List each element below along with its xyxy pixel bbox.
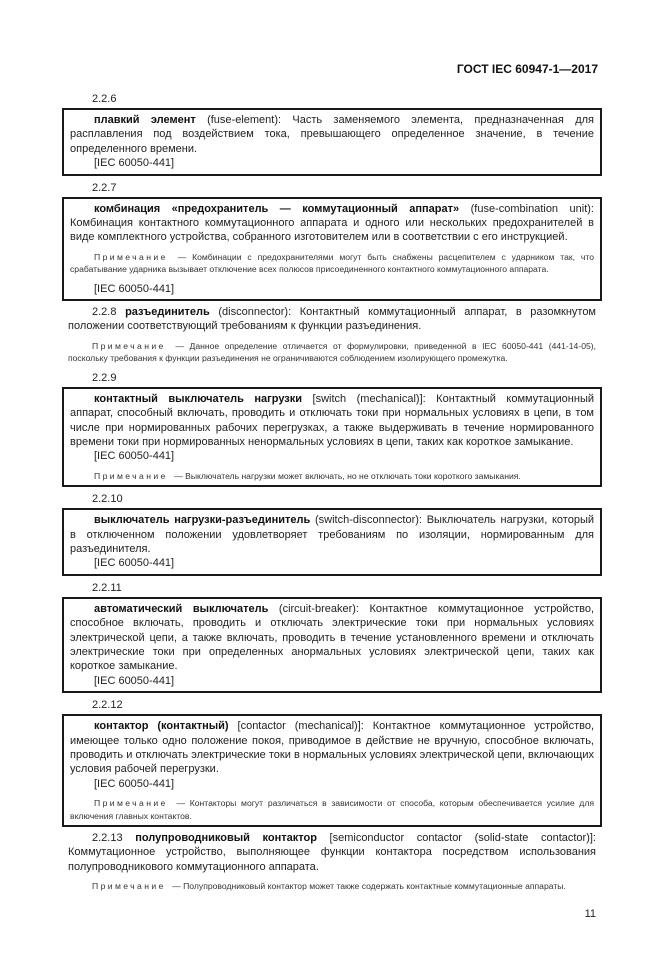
note-label: Примечание (94, 798, 168, 809)
note (70, 797, 594, 822)
definition-text (70, 202, 594, 245)
definition: [semiconductor contactor (solid-state contactor)]: Коммутационное устройство, выполняющее функции контактора посредством использования полупроводникового коммутационного аппарата. (68, 832, 596, 873)
source-ref: [IEC 60050-441] (94, 157, 175, 170)
term: выключатель нагрузки-разъединитель (94, 514, 311, 527)
source-ref: [IEC 60050-441] (94, 557, 175, 570)
definition-text (70, 602, 594, 674)
clause-number: 2.2.8 (92, 306, 117, 319)
definition-text (68, 305, 596, 334)
definition: (circuit-breaker): Контактное коммутационное устройство, способное включать, проводить и отключать электрические токи при нормальных условиях электрической цепи, а также включать, проводить в течение установленного времени и отключать электрические токи при определенных анормальных условиях электрической цепи, таких как короткое замыкание. (70, 602, 595, 673)
term: контактор (контактный) (94, 720, 229, 733)
definition: (switch-disconnector): Выключатель нагрузки, который в отключенном положении удовлетворяет требованиям по изоляции, нормированным для разъединителя. (70, 514, 595, 555)
clause-number: 2.2.9 (92, 371, 117, 384)
term: плавкий элемент (94, 114, 196, 126)
clause-number: 2.2.6 (92, 93, 117, 105)
clause-number: 2.2.10 (92, 493, 123, 506)
dash: — (169, 881, 184, 892)
clause-number: 2.2.11 (92, 581, 122, 594)
definition: (disconnector): Контактный коммутационный аппарат, в разомкнутом положении соответствующий требованиям к функции разъединения. (68, 306, 596, 333)
note-text: Данное определение отличается от формулировки, приведенной в IEC 60050-441 (441-14-05), поскольку требования к функции разъединения не ограничиваются соблюдением изолирующего промежутка. (68, 340, 597, 364)
note-label: Примечание (92, 340, 166, 351)
term: полупроводниковый контактор (135, 832, 317, 845)
clause-number: 2.2.13 (92, 832, 123, 845)
definition-box-2-2-6 (62, 108, 602, 176)
note-text: Полупроводниковый контактор может также содержать контактные коммутационные аппараты. (183, 881, 566, 892)
definition-text (70, 113, 594, 156)
clause-2-2-8 (62, 305, 602, 365)
definition-box-2-2-11 (62, 597, 602, 693)
document-header: ГОСТ IEC 60947-1—2017 (456, 62, 598, 76)
source-ref: [IEC 60050-441] (94, 282, 175, 295)
definition-box-2-2-9 (62, 387, 602, 487)
definition-text (70, 719, 594, 777)
term: контактный выключатель нагрузки (94, 392, 303, 405)
definition-box-2-2-12 (62, 714, 602, 827)
term: комбинация «предохранитель — коммутационный аппарат» (94, 202, 460, 215)
definition: [contactor (mechanical)]: Контактное коммутационное устройство, имеющее только одно положение покоя, приводимое в действие не вручную, способное включать, проводить и отключать электрические токи в нормальных условиях электрической цепи, включающих условия рабочей перегрузки. (70, 720, 595, 776)
note (68, 340, 596, 365)
definition-box-2-2-7 (62, 197, 602, 301)
note-text: Выключатель нагрузки может включать, но не отключать токи короткого замыкания. (185, 470, 521, 481)
source-ref: [IEC 60050-441] (94, 777, 175, 790)
definition-text (68, 831, 596, 874)
note-label: Примечание (92, 881, 166, 892)
dash: — (171, 798, 190, 809)
clause-2-2-13 (62, 831, 602, 893)
note-label: Примечание (94, 470, 168, 481)
note-text: Комбинации с предохранителями могут быть снабжены расцепителем с ударником так, что срабатывание ударника вызывает отключение всех полюсов присоединенного контактного коммутационного аппарата. (70, 251, 595, 275)
dash: — (171, 251, 193, 262)
definition-box-2-2-10 (62, 508, 602, 576)
definition-text (70, 392, 594, 450)
clause-number: 2.2.12 (92, 699, 123, 712)
note (70, 251, 594, 276)
definition-text (70, 513, 594, 556)
definition: (fuse-element): Часть заменяемого элемента, предназначенная для расплавления под воздействием тока, превышающего определенное значение, в течение определенного времени. (70, 114, 594, 155)
term: автоматический выключатель (94, 602, 269, 615)
page-number: 11 (584, 907, 596, 920)
source-ref: [IEC 60050-441] (94, 450, 175, 463)
note (68, 880, 596, 892)
definition: [switch (mechanical)]: Контактный коммутационный аппарат, способный включать, проводить и отключать токи при нормальных условиях в цепи, в том числе при нормированных рабочих перегрузках, а также выдерживать в течение нормированного времени токи при нормированных ненормальных условиях в цепи, таких как короткое замыкание. (70, 392, 594, 448)
clause-number: 2.2.7 (92, 181, 117, 194)
dash: — (171, 470, 186, 481)
source-ref: [IEC 60050-441] (94, 674, 175, 687)
note-text: Контакторы могут различаться в зависимости от способа, которым обеспечивается усилие для включения главных контактов. (70, 798, 594, 821)
note (70, 470, 594, 482)
note-label: Примечание (94, 251, 168, 262)
dash: — (169, 340, 190, 351)
definition: (fuse-combination unit): Комбинация контактного коммутационного аппарата и одного или нескольких предохранителей в виде комплектного устройства, собранного изготовителем или в соответствии с его инструкцией. (70, 202, 594, 244)
term: разъединитель (125, 306, 210, 319)
